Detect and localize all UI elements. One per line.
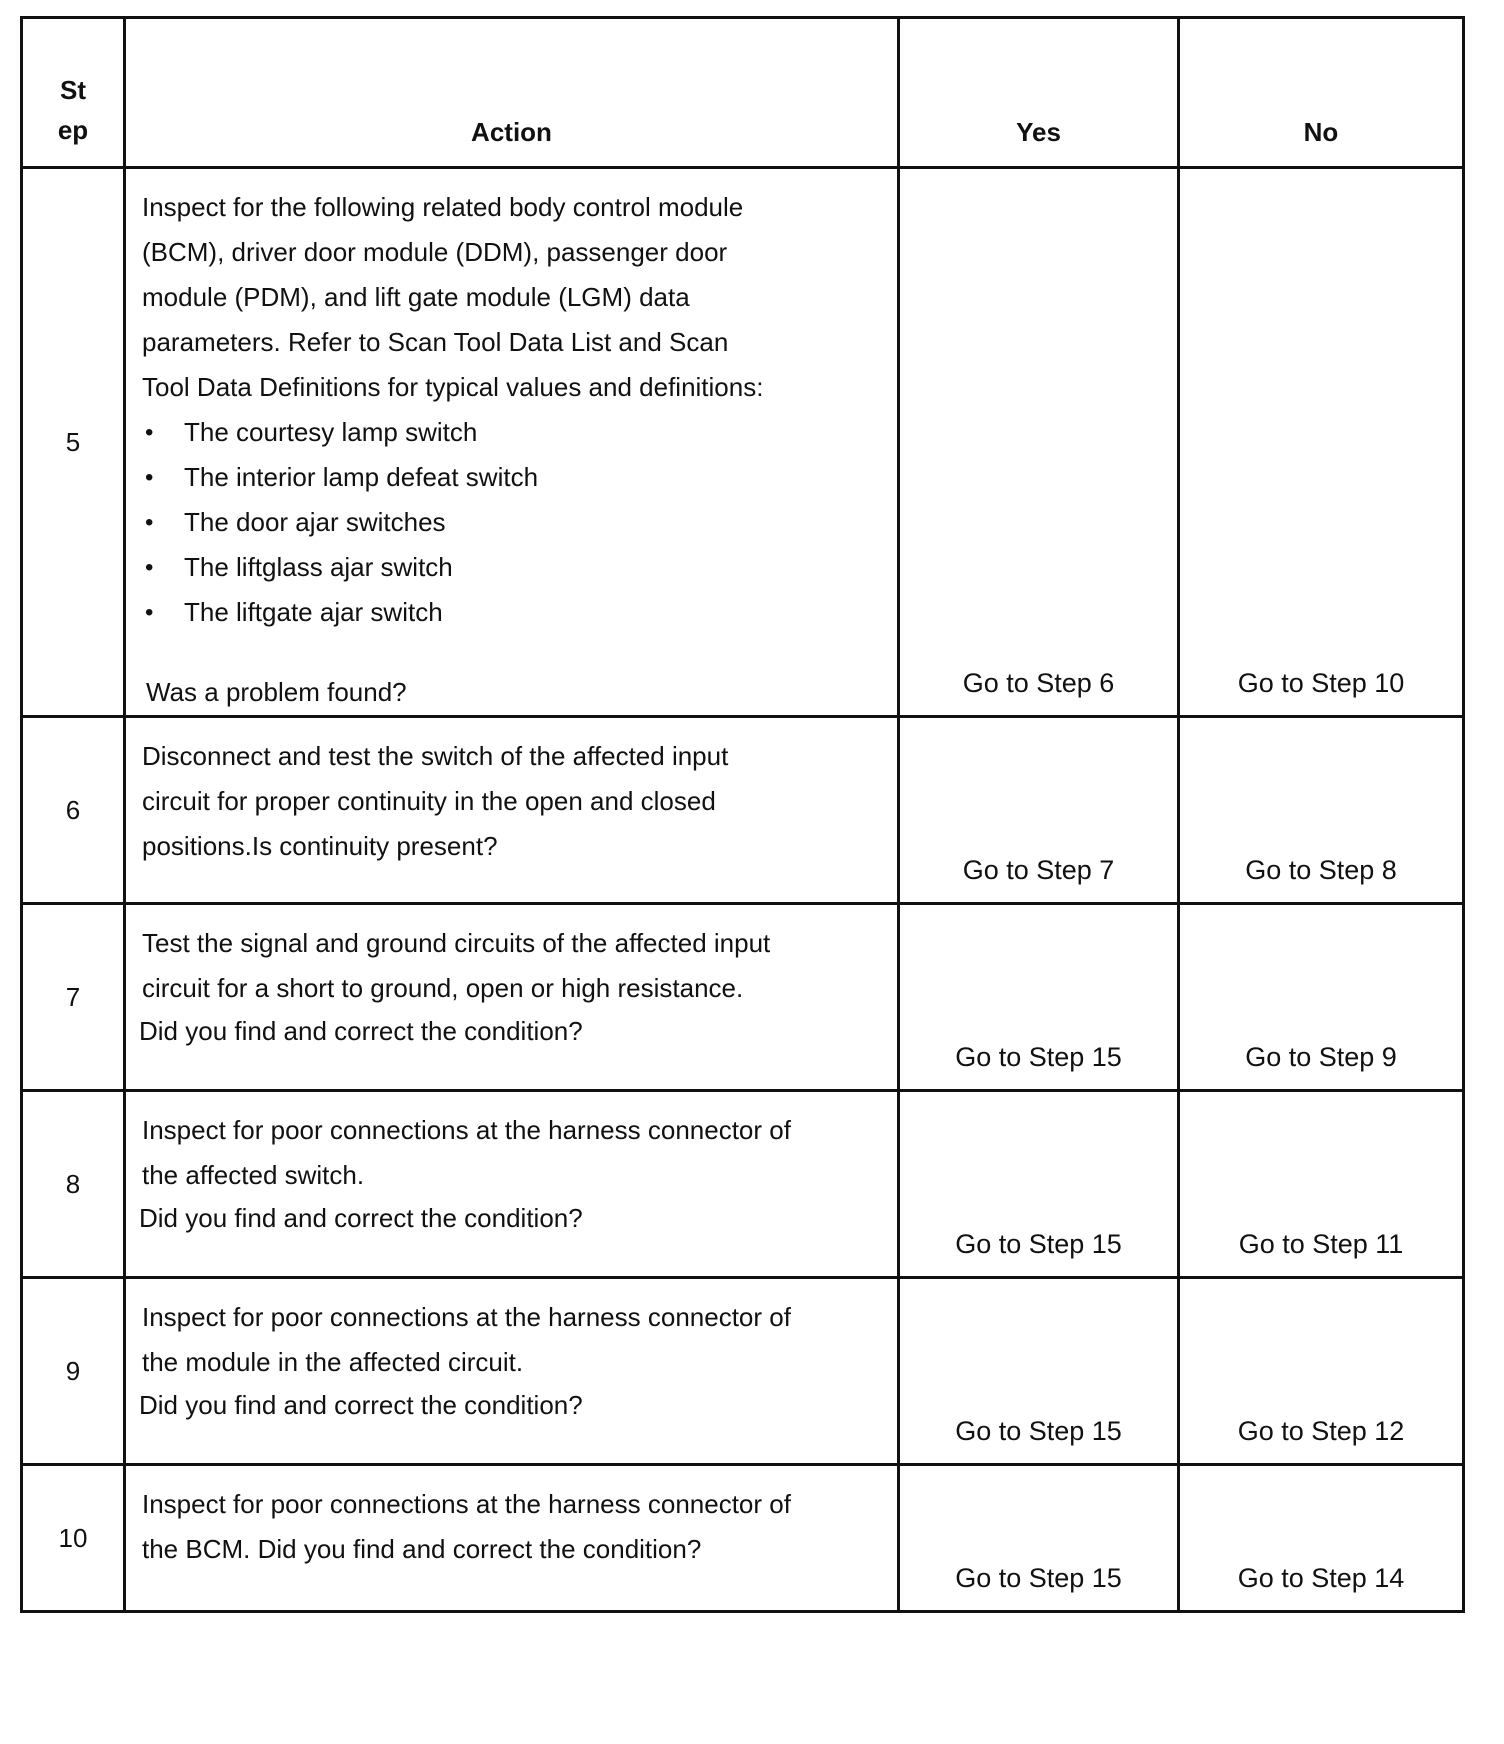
step-number: 10	[22, 1465, 125, 1612]
step-number: 9	[22, 1278, 125, 1465]
table-row-step-9	[22, 1278, 1464, 1465]
table-row-step-5	[22, 168, 1464, 717]
table-row-step-8	[22, 1091, 1464, 1278]
action-text-line: module (PDM), and lift gate module (LGM) data	[142, 282, 690, 312]
action-text-line: the module in the affected circuit.	[142, 1347, 524, 1377]
yes-result: Go to Step 15	[899, 1278, 1179, 1465]
header-action: Action	[125, 18, 899, 168]
diagnostic-table	[20, 16, 1465, 1613]
header-yes: Yes	[899, 18, 1179, 168]
list-item-text: The interior lamp defeat switch	[184, 462, 539, 492]
action-text-line: the BCM. Did you find and correct the condition?	[142, 1534, 702, 1564]
header-step	[22, 18, 125, 168]
action-cell	[125, 168, 899, 717]
no-result: Go to Step 11	[1179, 1091, 1464, 1278]
no-result: Go to Step 8	[1179, 717, 1464, 904]
action-cell	[125, 904, 899, 1091]
header-step-line2: ep	[57, 115, 89, 145]
action-text-line: circuit for a short to ground, open or high resistance.	[142, 973, 744, 1003]
yes-result: Go to Step 6	[899, 168, 1179, 717]
action-text-line: Disconnect and test the switch of the affected input	[142, 741, 729, 771]
step-number: 8	[22, 1091, 125, 1278]
list-item	[142, 455, 883, 500]
list-item	[142, 545, 883, 590]
list-item	[142, 410, 883, 455]
bullet-icon: •	[145, 464, 154, 491]
yes-result: Go to Step 15	[899, 904, 1179, 1091]
action-question: Was a problem found?	[146, 677, 407, 707]
action-cell	[125, 1091, 899, 1278]
header-step-line1: St	[60, 75, 86, 105]
bullet-icon: •	[145, 419, 154, 446]
action-text-line: Tool Data Definitions for typical values and definitions:	[142, 372, 764, 402]
table-row-step-10	[22, 1465, 1464, 1612]
bullet-icon: •	[145, 554, 154, 581]
action-cell	[125, 1465, 899, 1612]
action-text-line: positions.Is continuity present?	[142, 831, 498, 861]
yes-result: Go to Step 15	[899, 1091, 1179, 1278]
bullet-icon: •	[145, 509, 154, 536]
list-item-text: The liftgate ajar switch	[184, 597, 443, 627]
no-result: Go to Step 9	[1179, 904, 1464, 1091]
action-cell	[125, 1278, 899, 1465]
action-text-line: Inspect for poor connections at the harness connector of	[142, 1302, 791, 1332]
list-item	[142, 500, 883, 545]
table-row-step-7	[22, 904, 1464, 1091]
table-row-step-6	[22, 717, 1464, 904]
list-item-text: The courtesy lamp switch	[184, 417, 478, 447]
no-result: Go to Step 10	[1179, 168, 1464, 717]
list-item-text: The door ajar switches	[184, 507, 446, 537]
step-number: 5	[22, 168, 125, 717]
step-number: 7	[22, 904, 125, 1091]
header-row	[22, 18, 1464, 168]
action-text-line: Test the signal and ground circuits of the affected input	[142, 928, 771, 958]
list-item-text: The liftglass ajar switch	[184, 552, 453, 582]
action-cell	[125, 717, 899, 904]
yes-result: Go to Step 15	[899, 1465, 1179, 1612]
action-text-line: parameters. Refer to Scan Tool Data List and Scan	[142, 327, 729, 357]
action-text-line: (BCM), driver door module (DDM), passenger door	[142, 237, 728, 267]
header-no: No	[1179, 18, 1464, 168]
list-item	[142, 590, 883, 635]
no-result: Go to Step 14	[1179, 1465, 1464, 1612]
action-question: Did you find and correct the condition?	[139, 1016, 583, 1046]
bullet-icon: •	[145, 599, 154, 626]
action-text-line: circuit for proper continuity in the open and closed	[142, 786, 716, 816]
no-result: Go to Step 12	[1179, 1278, 1464, 1465]
action-text-line: Inspect for poor connections at the harness connector of	[142, 1489, 791, 1519]
action-question: Did you find and correct the condition?	[139, 1203, 583, 1233]
parameter-list	[142, 410, 883, 635]
action-text-line: the affected switch.	[142, 1160, 365, 1190]
yes-result: Go to Step 7	[899, 717, 1179, 904]
action-text-line: Inspect for the following related body control module	[142, 192, 744, 222]
action-text-line: Inspect for poor connections at the harness connector of	[142, 1115, 791, 1145]
action-question: Did you find and correct the condition?	[139, 1390, 583, 1420]
step-number: 6	[22, 717, 125, 904]
